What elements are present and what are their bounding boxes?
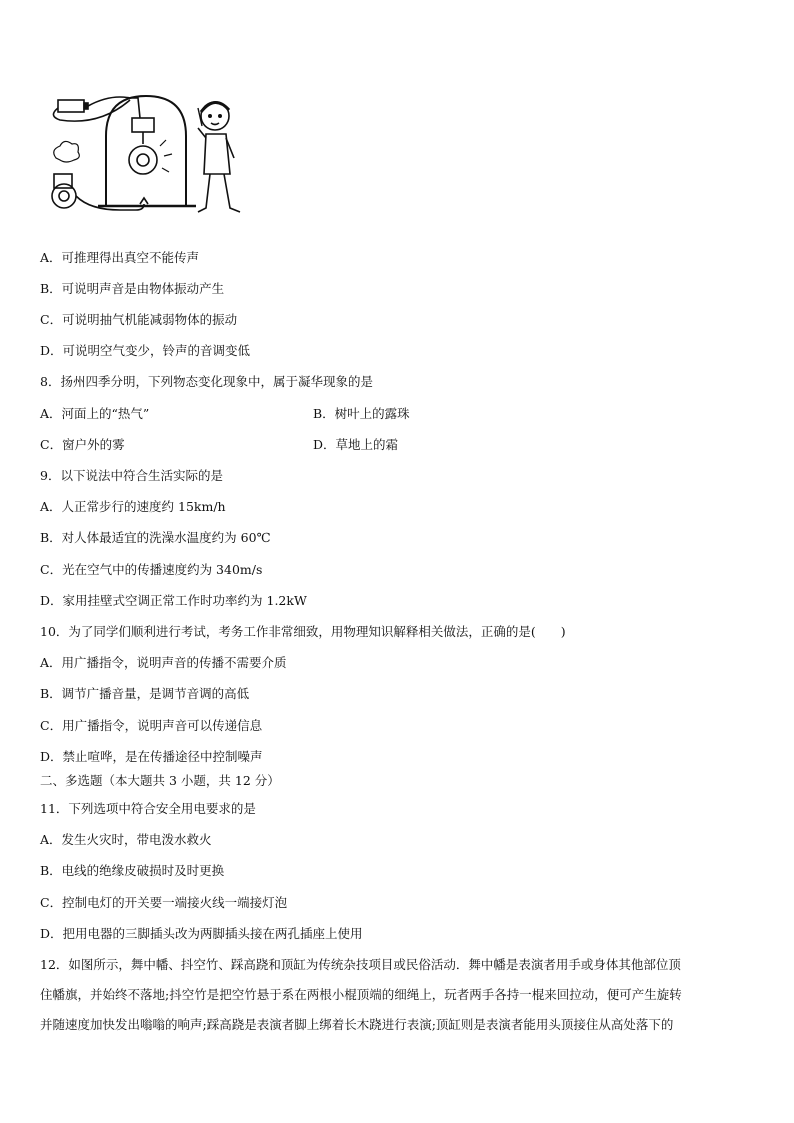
- q11-option-a: A．发生火灾时，带电泼水救火: [40, 832, 212, 847]
- q9-option-d: D．家用挂壁式空调正常工作时功率约为 1.2kW: [40, 593, 307, 608]
- q11-stem: 11．下列选项中符合安全用电要求的是: [40, 801, 256, 816]
- q12-line-1: 12．如图所示，舞中幡、抖空竹、踩高跷和顶缸为传统杂技项目或民俗活动．舞中幡是表演者用手或身体其他部位顶: [40, 957, 681, 972]
- q7-option-a: A．可推理得出真空不能传声: [40, 250, 200, 265]
- q12-line-2: 住幡旗，并始终不落地;抖空竹是把空竹悬于系在两根小棍顶端的细绳上，玩者两手各持一棍来回拉动，便可产生旋转: [40, 987, 682, 1002]
- q8-option-a: A．河面上的“热气”: [40, 406, 150, 421]
- q12-paragraph: [40, 950, 758, 1040]
- q9-option-a: A．人正常步行的速度约 15km/h: [40, 499, 226, 514]
- bell-icon: [129, 146, 157, 174]
- boy-figure-icon: [198, 102, 240, 212]
- q10-option-c: C．用广播指令，说明声音可以传递信息: [40, 718, 263, 733]
- q10-option-b: B．调节广播音量，是调节音调的高低: [40, 686, 250, 701]
- q9-option-b: B．对人体最适宜的洗澡水温度约为 60℃: [40, 530, 271, 545]
- q7-option-c: C．可说明抽气机能减弱物体的振动: [40, 312, 238, 327]
- q8-option-c: C．窗户外的雾: [40, 437, 125, 452]
- q11-option-d: D．把用电器的三脚插头改为两脚插头接在两孔插座上使用: [40, 926, 363, 941]
- section-heading-multiple-choice: 二、多选题（本大题共 3 小题，共 12 分）: [40, 773, 280, 788]
- q11-option-c: C．控制电灯的开关要一端接火线一端接灯泡: [40, 895, 288, 910]
- q10-stem: 10．为了同学们顺利进行考试，考务工作非常细致，用物理知识解释相关做法，正确的是( ): [40, 624, 566, 639]
- q10-option-d: D．禁止喧哗，是在传播途径中控制噪声: [40, 749, 263, 764]
- q9-stem: 9．以下说法中符合生活实际的是: [40, 468, 223, 483]
- q8-stem: 8．扬州四季分明，下列物态变化现象中，属于凝华现象的是: [40, 374, 373, 389]
- q7-option-b: B．可说明声音是由物体振动产生: [40, 281, 225, 296]
- q9-option-c: C．光在空气中的传播速度约为 340m/s: [40, 562, 263, 577]
- q7-option-d: D．可说明空气变少，铃声的音调变低: [40, 343, 251, 358]
- q8-option-d: D．草地上的霜: [313, 437, 399, 452]
- battery-icon: [58, 100, 84, 112]
- q8-option-b: B．树叶上的露珠: [313, 406, 410, 421]
- q12-line-3: 并随速度加快发出嗡嗡的响声;踩高跷是表演者脚上绑着长木跷进行表演;顶缸则是表演者能用头顶接住从高处落下的: [40, 1017, 674, 1032]
- q10-option-a: A．用广播指令，说明声音的传播不需要介质: [40, 655, 287, 670]
- bell-jar-experiment-figure: [40, 86, 255, 221]
- q11-option-b: B．电线的绝缘皮破损时及时更换: [40, 863, 225, 878]
